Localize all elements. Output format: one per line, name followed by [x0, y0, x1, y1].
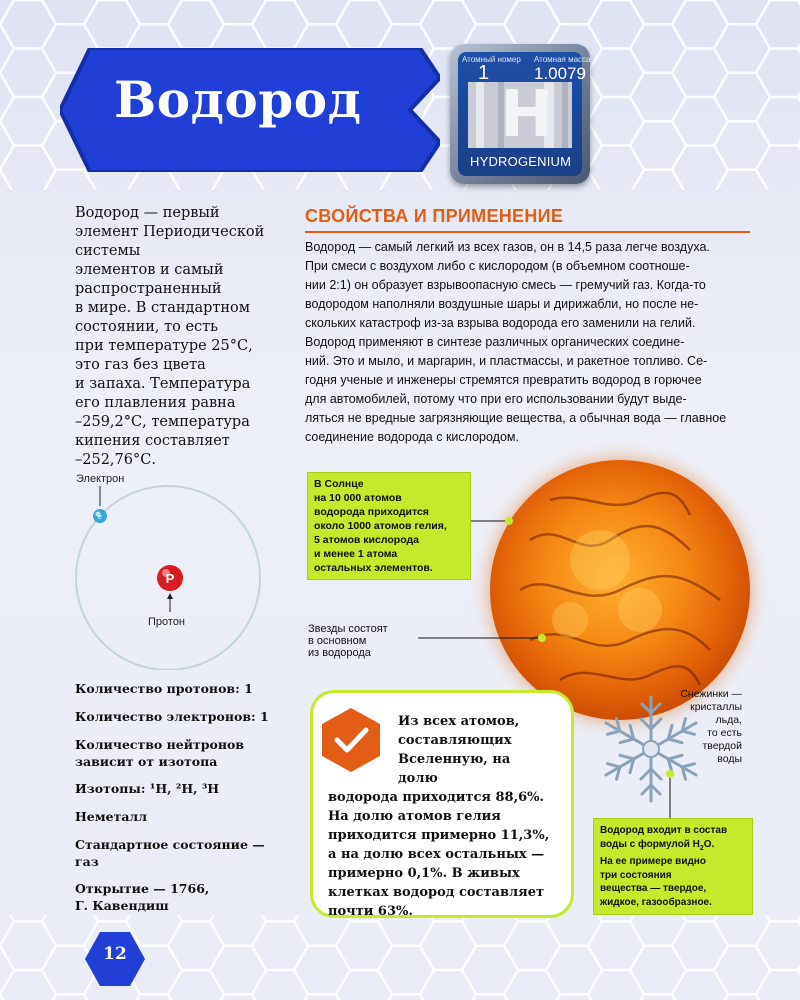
fact-box-text: Из всех атомов, составляющих Вселенную, на долю водорода приходится 88,6%. На долю атомов гелия приходится примерно 11,3%, а на долю всех остальных — примерно 0,1%. В живых клетках водород составляет почти 63%. [328, 714, 550, 919]
proton-label: Протон [148, 616, 186, 628]
water-note-connector [660, 770, 680, 822]
atomic-mass-label: Атомная масса [534, 55, 591, 64]
svg-text:P: P [165, 571, 175, 586]
sun-image [490, 460, 750, 720]
body-line: соединение водорода с кислородом. [305, 430, 519, 444]
fact-neutrons: Количество нейтронов зависит от изотопа [75, 737, 244, 769]
intro-line: системы [75, 243, 141, 259]
body-line: При смеси с воздухом либо с кислородом (в объемном соотноше- [305, 259, 690, 273]
element-symbol: H [500, 78, 554, 152]
body-line: Водород — самый легкий из всех газов, он в 14,5 раза легче воздуха. [305, 240, 710, 254]
intro-line: элемент Периодической [75, 224, 265, 240]
atomic-number: 1 [478, 62, 490, 84]
proton-icon [157, 565, 183, 591]
section-divider [305, 231, 750, 233]
intro-line: в мире. В стандартном [75, 300, 251, 316]
intro-line: это газ без цвета [75, 357, 206, 373]
section-heading: СВОЙСТВА И ПРИМЕНЕНИЕ [305, 206, 564, 226]
intro-text [75, 204, 280, 470]
element-latin-name: HYDROGENIUM [470, 154, 572, 169]
intro-line: элементов и самый [75, 262, 224, 278]
intro-line: –259,2°С, температура [75, 414, 250, 430]
intro-line: –252,76°С. [75, 452, 156, 468]
body-line: Водород применяют в синтезе различных органических соедине- [305, 335, 685, 349]
atomic-mass: 1.0079 [534, 64, 586, 83]
intro-line: его плавления равна [75, 395, 236, 411]
water-note: Водород входит в состав воды с формулой $H_2O$. На ее примере видно три состояния вещества — твердое, жидкое, газообразное. [593, 818, 753, 915]
sun-texture-icon [490, 460, 750, 720]
intro-line: и запаха. Температура [75, 376, 251, 392]
fact-discovery: Открытие — 1766, Г. Кавендиш [75, 881, 210, 913]
intro-line: распространенный [75, 281, 222, 297]
fact-isotopes: Изотопы: ¹H, ²H, ³H [75, 781, 220, 796]
intro-line: при температуре 25°С, [75, 338, 253, 354]
fact-protons: Количество протонов: 1 [75, 681, 253, 696]
body-line: для автомобилей, потому что при его использовании будут выде- [305, 392, 687, 406]
body-line: водородом наполняли воздушные шары и дирижабли, но после не- [305, 297, 699, 311]
body-line: годня ученые и инженеры стремятся превратить водород в горючее [305, 373, 702, 387]
electron-label: Электрон [76, 473, 125, 485]
intro-line: состоянии, то есть [75, 319, 219, 335]
page-title: Водород [114, 70, 362, 129]
atomic-number-label: Атомный номер [462, 55, 521, 64]
fact-nonmetal: Неметалл [75, 809, 148, 824]
body-line: ляться не вредные загрязняющие вещества, а обычная вода — главное [305, 411, 727, 425]
sun-note: В Солнце на 10 000 атомов водорода приходится около 1000 атомов гелия, 5 атомов кислорода и менее 1 атома остальных элементов. [307, 472, 471, 580]
svg-text:e: e [98, 514, 102, 521]
fact-electrons: Количество электронов: 1 [75, 709, 269, 724]
page-number: 12 [103, 944, 127, 964]
star-note-connector [418, 628, 548, 648]
body-line: ний. Это и мыло, и маргарин, и пластмассы, и ракетное топливо. Се- [305, 354, 708, 368]
body-line: скольких катастроф из-за взрыва водорода его заменили на гелий. [305, 316, 696, 330]
intro-line: кипения составляет [75, 433, 230, 449]
intro-line: Водород — первый [75, 205, 220, 221]
electron-icon [93, 509, 107, 523]
body-line: нии 2:1) он образует взрывоопасную смесь — гремучий газ. Когда-то [305, 278, 706, 292]
star-note: Звезды состоят в основном из водорода [308, 623, 388, 659]
snowflake-label: Снежинки — кристаллы льда, то есть твердой воды [680, 688, 742, 765]
fact-standard-state: Стандартное состояние — газ [75, 837, 265, 869]
atom-diagram [70, 470, 290, 670]
section-body [305, 238, 753, 447]
